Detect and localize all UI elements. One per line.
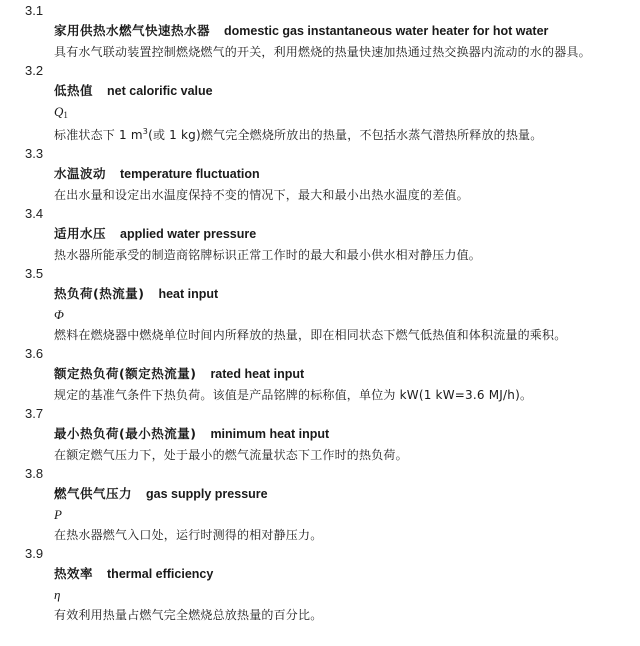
clause-number: 3.9	[25, 546, 44, 561]
term-english: domestic gas instantaneous water heater for hot water	[224, 24, 549, 38]
term-english: minimum heat input	[210, 427, 330, 441]
term-heading	[0, 563, 640, 585]
term-symbol: Φ	[54, 307, 64, 322]
term-definition: 有效利用热量占燃气完全燃烧总放热量的百分比。	[54, 608, 323, 622]
term-heading	[0, 163, 640, 185]
term-definition	[0, 122, 640, 145]
term-english: rated heat input	[210, 367, 305, 381]
symbol-subscript: 1	[63, 110, 68, 120]
term-english: net calorific value	[107, 84, 213, 98]
term-symbol: P	[54, 507, 62, 522]
clause-number: 3.3	[25, 146, 44, 161]
term-heading	[0, 423, 640, 445]
term-definition: 在出水量和设定出水温度保持不变的情况下，最大和最小出热水温度的差值。	[54, 188, 469, 202]
term-heading	[0, 283, 640, 305]
term-english: thermal efficiency	[107, 567, 214, 581]
term-entry	[0, 62, 640, 145]
term-entry	[0, 205, 640, 265]
definition-part: 标准状态下 1 m	[54, 128, 143, 142]
clause-number: 3.8	[25, 466, 44, 481]
term-chinese: 最小热负荷(最小热流量)	[54, 426, 197, 441]
clause-number: 3.7	[25, 406, 44, 421]
clause-number: 3.1	[25, 3, 44, 18]
term-entry	[0, 545, 640, 625]
term-heading	[0, 483, 640, 505]
clause-number: 3.4	[25, 206, 44, 221]
definition-superscript: 3	[142, 127, 149, 136]
term-entry	[0, 405, 640, 465]
term-chinese: 燃气供气压力	[54, 486, 133, 501]
term-entry	[0, 145, 640, 205]
term-definition: 在额定燃气压力下，处于最小的燃气流量状态下工作时的热负荷。	[54, 448, 408, 462]
term-entry	[0, 465, 640, 545]
term-entry	[0, 345, 640, 405]
term-english: heat input	[158, 287, 219, 301]
term-definition: 规定的基准气条件下热负荷。该值是产品铭牌的标称值，单位为 kW(1 kW=3.6 MJ/h)。	[54, 388, 533, 402]
term-english: temperature fluctuation	[120, 167, 260, 181]
term-chinese: 热负荷(热流量)	[54, 286, 145, 301]
term-chinese: 低热值	[54, 83, 94, 98]
term-heading	[0, 80, 640, 102]
term-definition: 在热水器燃气入口处，运行时测得的相对静压力。	[54, 528, 323, 542]
term-definition: 具有水气联动装置控制燃烧燃气的开关，利用燃烧的热量快速加热通过热交换器内流动的水的器具。	[54, 45, 591, 59]
term-heading	[0, 223, 640, 245]
symbol-letter: Q	[54, 104, 64, 119]
clause-number: 3.5	[25, 266, 44, 281]
term-entry	[0, 2, 640, 62]
term-chinese: 额定热负荷(额定热流量)	[54, 366, 197, 381]
term-english: applied water pressure	[120, 227, 257, 241]
term-definition: 热水器所能承受的制造商铭牌标识正常工作时的最大和最小供水相对静压力值。	[54, 248, 482, 262]
term-chinese: 热效率	[54, 566, 94, 581]
term-symbol	[0, 102, 640, 122]
term-symbol: η	[54, 587, 61, 602]
term-definition: 燃料在燃烧器中燃烧单位时间内所释放的热量，即在相同状态下燃气低热值和体积流量的乘积。	[54, 328, 567, 342]
term-chinese: 水温波动	[54, 166, 107, 181]
clause-number: 3.2	[25, 63, 44, 78]
term-chinese: 家用供热水燃气快速热水器	[54, 23, 211, 38]
term-entry	[0, 265, 640, 345]
term-heading	[0, 20, 640, 42]
clause-number: 3.6	[25, 346, 44, 361]
term-english: gas supply pressure	[146, 487, 268, 501]
term-heading	[0, 363, 640, 385]
term-chinese: 适用水压	[54, 226, 107, 241]
definition-part: (或 1 kg)燃气完全燃烧所放出的热量，不包括水蒸气潜热所释放的热量。	[148, 128, 543, 142]
